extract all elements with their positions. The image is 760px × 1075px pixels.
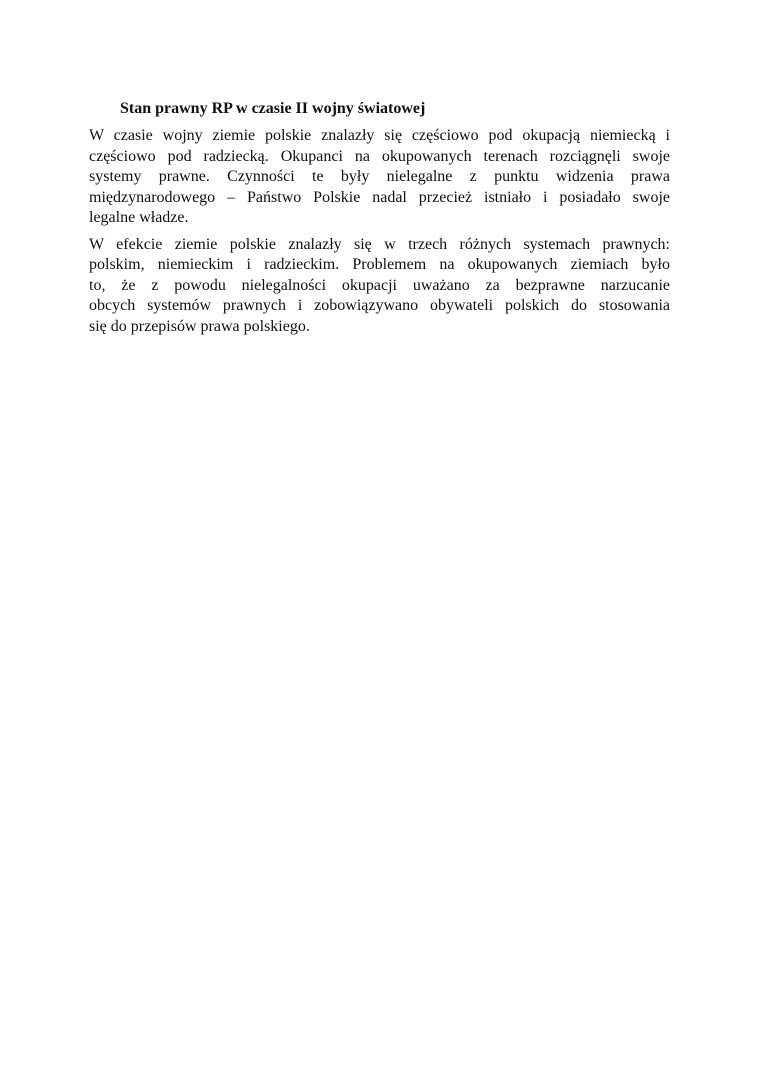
document-body bbox=[89, 98, 670, 343]
paragraph-2 bbox=[89, 235, 670, 338]
paragraph-line: to, że z powodu nielegalności okupacji uważano za bezprawne narzucanie bbox=[89, 276, 670, 294]
paragraph-line: W czasie wojny ziemie polskie znalazły się częściowo pod okupacją niemiecką i bbox=[89, 127, 670, 144]
paragraph-1 bbox=[89, 126, 670, 229]
paragraph-line: międzynarodowego – Państwo Polskie nadal przecież istniało i posiadało swoje bbox=[89, 188, 670, 206]
paragraph-line: systemy prawne. Czynności te były nielegalne z punktu widzenia prawa bbox=[89, 168, 670, 185]
paragraph-line: obcych systemów prawnych i zobowiązywano obywateli polskich do stosowania bbox=[89, 297, 670, 314]
paragraph-line: polskim, niemieckim i radzieckim. Problemem na okupowanych ziemiach było bbox=[89, 256, 670, 273]
paragraph-line: się do przepisów prawa polskiego. bbox=[89, 317, 310, 335]
document-title: Stan prawny RP w czasie II wojny światowej bbox=[120, 100, 426, 117]
paragraph-line: legalne władze. bbox=[89, 209, 189, 226]
paragraph-line: W efekcie ziemie polskie znalazły się w trzech różnych systemach prawnych: bbox=[89, 235, 670, 253]
paragraph-line: częściowo pod radziecką. Okupanci na okupowanych terenach rozciągnęli swoje bbox=[89, 147, 670, 165]
